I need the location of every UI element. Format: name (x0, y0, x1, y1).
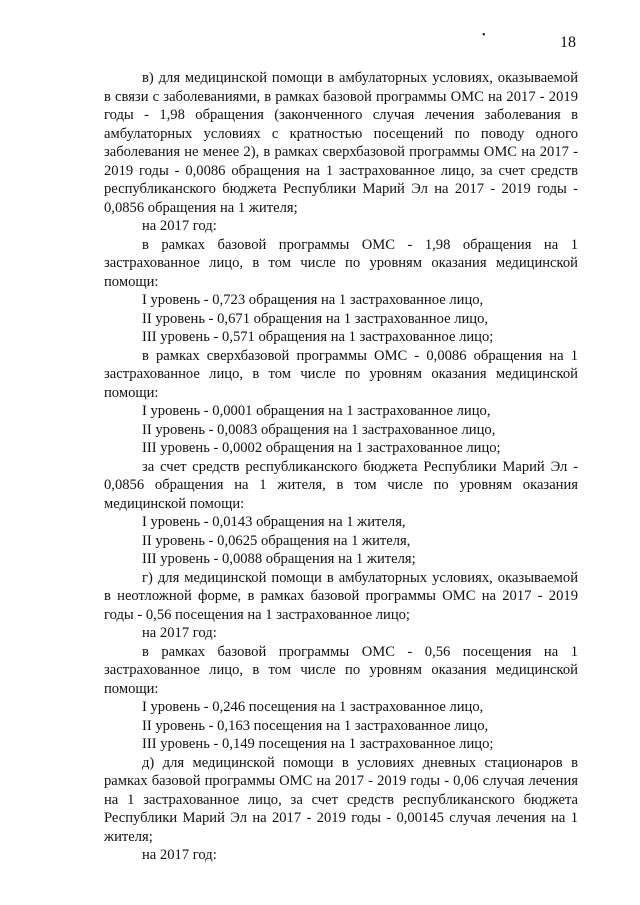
year-heading: на 2017 год: (142, 847, 217, 863)
level-item: III уровень - 0,0002 обращения на 1 застрахованное лицо; (142, 440, 501, 456)
level-item: II уровень - 0,671 обращения на 1 застрахованное лицо, (142, 310, 489, 327)
level-item: II уровень - 0,0625 обращения на 1 жителя, (142, 532, 411, 549)
level-item: I уровень - 0,0143 обращения на 1 жителя, (142, 514, 406, 530)
level-item: III уровень - 0,149 посещения на 1 застрахованное лицо; (142, 736, 494, 752)
paragraph-g: г) для медицинской помощи в амбулаторных условиях, оказываемой в неотложной форме, в рамках базовой программы ОМС на 2017 - 2019 годы - 0,56 посещения на 1 застрахованное лицо; (104, 569, 578, 623)
level-item: II уровень - 0,163 посещения на 1 застрахованное лицо, (142, 717, 489, 734)
level-item: I уровень - 0,723 обращения на 1 застрахованное лицо, (142, 292, 484, 308)
paragraph-v: в) для медицинской помощи в амбулаторных условиях, оказываемой в связи с заболеваниями, в рамках базовой программы ОМС на 2017 - 2019 годы - 1,98 обращения (законченного случая лечения заболевания в амбулаторных условиях с кратностью посещений по поводу одного заболевания не менее 2), в рамках сверхбазовой программы ОМС на 2017 - 2019 годы - 0,0086 обращения на 1 застрахованное лицо, за счет средств республиканского бюджета Республики Марий Эл на 2017 - 2019 годы - 0,0856 обращения на 1 жителя; (104, 70, 578, 216)
paragraph-basic-program: в рамках базовой программы ОМС - 1,98 обращения на 1 застрахованное лицо, в том числе по уровням оказания медицинской помощи: (104, 236, 578, 290)
paragraph-basic-program-urgent: в рамках базовой программы ОМС - 0,56 посещения на 1 застрахованное лицо, в том числе по уровням оказания медицинской помощи: (104, 643, 578, 697)
level-item: I уровень - 0,0001 обращения на 1 застрахованное лицо, (142, 403, 491, 419)
scan-mark: • (482, 30, 486, 41)
paragraph-d: д) для медицинской помощи в условиях дневных стационаров в рамках базовой программы ОМС на 2017 - 2019 годы - 0,06 случая лечения на 1 застрахованное лицо, за счет средств республиканского бюджета Республики Марий Эл на 2017 - 2019 годы - 0,00145 случая лечения на 1 жителя; (104, 754, 578, 845)
paragraph-republican-budget: за счет средств республиканского бюджета Республики Марий Эл - 0,0856 обращения на 1 жителя, в том числе по уровням оказания медицинской помощи: (104, 458, 578, 512)
year-heading: на 2017 год: (142, 625, 217, 641)
level-item: III уровень - 0,571 обращения на 1 застрахованное лицо; (142, 329, 494, 345)
level-item: I уровень - 0,246 посещения на 1 застрахованное лицо, (142, 699, 484, 715)
level-item: III уровень - 0,0088 обращения на 1 жителя; (142, 551, 416, 567)
year-heading: на 2017 год: (142, 218, 217, 234)
document-body (104, 69, 578, 865)
level-item: II уровень - 0,0083 обращения на 1 застрахованное лицо, (142, 421, 496, 438)
paragraph-super-basic-program: в рамках сверхбазовой программы ОМС - 0,0086 обращения на 1 застрахованное лицо, в том числе по уровням оказания медицинской помощи: (104, 347, 578, 401)
page-number: 18 (560, 34, 576, 51)
